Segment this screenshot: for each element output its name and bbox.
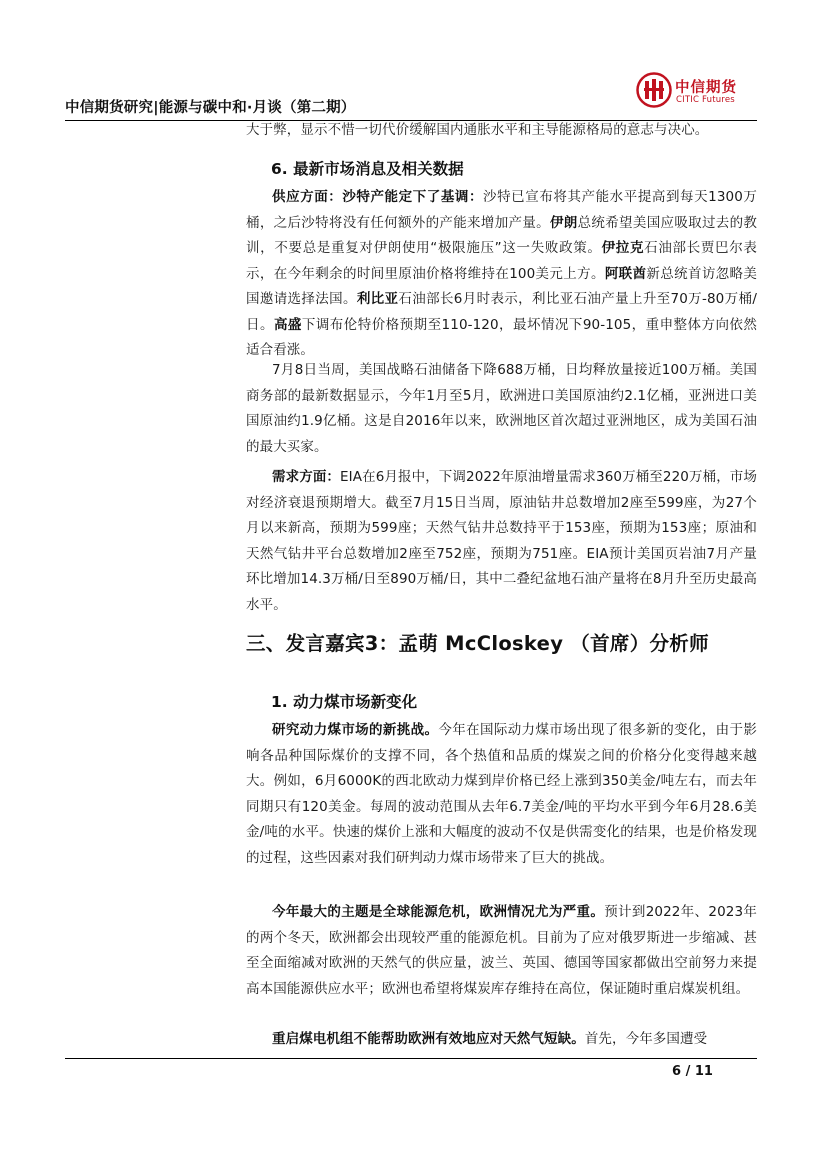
supply-text-5: 石油部长6月时表示，利比亚石油产量上升至70万-80万桶/日。 — [246, 291, 757, 333]
speaker-heading: 三、发言嘉宾3：孟萌 McCloskey （首席）分析师 — [246, 632, 709, 655]
supply-text-3: 石油部长贾巴尔表示，在今年剩余的时间里原油价格将维持在100美元上方。 — [246, 240, 757, 282]
coal-1-label: 研究动力煤市场的新挑战。 — [272, 722, 439, 738]
supply-paragraph-block — [246, 185, 757, 364]
uae-label: 阿联酋 — [604, 265, 647, 282]
coal-paragraph-2 — [246, 900, 757, 1002]
coal-paragraph-3 — [246, 1027, 757, 1053]
citic-logo-icon — [636, 72, 672, 108]
spr-paragraph-block — [246, 358, 757, 460]
coal-paragraph-3-block — [246, 1027, 757, 1053]
coal-3-label: 重启煤电机组不能帮助欧洲有效地应对天然气短缺。 — [272, 1031, 585, 1047]
spr-paragraph: 7月8日当周，美国战略石油储备下降688万桶，日均释放量接近100万桶。美国商务部的最新数据显示，今年1月至5月，欧洲进口美国原油约2.1亿桶，亚洲进口美国原油约1.9亿桶。这是自2016年以来，欧洲地区首次超过亚洲地区，成为美国石油的最大买家。 — [246, 362, 757, 455]
lead-line-block — [246, 118, 757, 144]
coal-2-text: 预计到2022年、2023年的两个冬天，欧洲都会出现较严重的能源危机。目前为了应对俄罗斯进一步缩减、甚至全面缩减对欧洲的天然气的供应量，波兰、英国、德国等国家都做出空前努力来提高本国能源供应水平；欧洲也希望将煤炭库存维持在高位，保证随时重启煤炭机组。 — [246, 904, 757, 997]
demand-text: EIA在6月报中，下调2022年原油增量需求360万桶至220万桶，市场对经济衰退预期增大。截至7月15日当周，原油钻井总数增加2座至599座，为27个月以来新高，预期为599座；天然气钻井总数持平于153座，预期为153座；原油和天然气钻井平台总数增加2座至752座，预期为751座。EIA预计美国页岩油7月产量环比增加14.3万桶/日至890万桶/日，其中二叠纪盆地石油产量将在8月升至历史最高水平。 — [246, 469, 758, 613]
coal-2-label: 今年最大的主题是全球能源危机，欧洲情况尤为严重。 — [272, 904, 605, 920]
supply-paragraph — [246, 185, 757, 364]
citic-futures-logo — [636, 70, 756, 114]
libya-label: 利比亚 — [356, 291, 399, 307]
coal-paragraph-1-block — [246, 718, 757, 871]
lead-line: 大于弊，显示不惜一切代价缓解国内通胀水平和主导能源格局的意志与决心。 — [246, 122, 709, 138]
supply-text-6: 下调布伦特价格预期至110-120，最坏情况下90-105，重申整体方向依然适合看涨。 — [246, 316, 757, 358]
section-6-title: 6. 最新市场消息及相关数据 — [271, 160, 464, 178]
iran-label: 伊朗 — [549, 214, 578, 231]
supply-text-4: 新总统首访忽略美国邀请选择法国。 — [246, 265, 757, 307]
logo-cn-text: 中信期货 — [675, 80, 737, 96]
supply-text-2: 总统希望美国应吸取过去的教训，不要总是重复对伊朗使用“极限施压”这一失败政策。 — [246, 214, 758, 256]
footer-rule — [65, 1058, 757, 1059]
coal-section-title: 1. 动力煤市场新变化 — [271, 693, 418, 711]
supply-text-1: 沙特已宣布将其产能水平提高到每天1300万桶，之后沙特将没有任何额外的产能来增加产量。 — [246, 189, 757, 231]
coal-paragraph-1 — [246, 718, 757, 871]
demand-paragraph — [246, 465, 757, 618]
demand-paragraph-block — [246, 465, 757, 618]
iraq-label: 伊拉克 — [601, 240, 645, 256]
supply-label: 供应方面：沙特产能定下了基调： — [272, 189, 484, 205]
coal-paragraph-2-block — [246, 900, 757, 1002]
coal-1-text: 今年在国际动力煤市场出现了很多新的变化，由于影响各品种国际煤价的支撑不同，各个热值和品质的煤炭之间的价格分化变得越来越大。例如，6月6000K的西北欧动力煤到岸价格已经上涨到350美金/吨左右，而去年同期只有120美金。每周的波动范围从去年6.7美金/吨的平均水平到今年6月28.6美金/吨的水平。快速的煤价上涨和大幅度的波动不仅是供需变化的结果，也是价格发现的过程，这些因素对我们研判动力煤市场带来了巨大的挑战。 — [246, 722, 757, 866]
goldman-label: 高盛 — [273, 316, 302, 333]
page-number: 6 / 11 — [672, 1064, 713, 1079]
logo-en-text: CITIC Futures — [676, 95, 735, 105]
coal-3-text: 首先，今年多国遭受 — [584, 1031, 708, 1047]
demand-label: 需求方面： — [272, 469, 341, 485]
header-title: 中信期货研究|能源与碳中和·月谈（第二期） — [65, 100, 356, 116]
